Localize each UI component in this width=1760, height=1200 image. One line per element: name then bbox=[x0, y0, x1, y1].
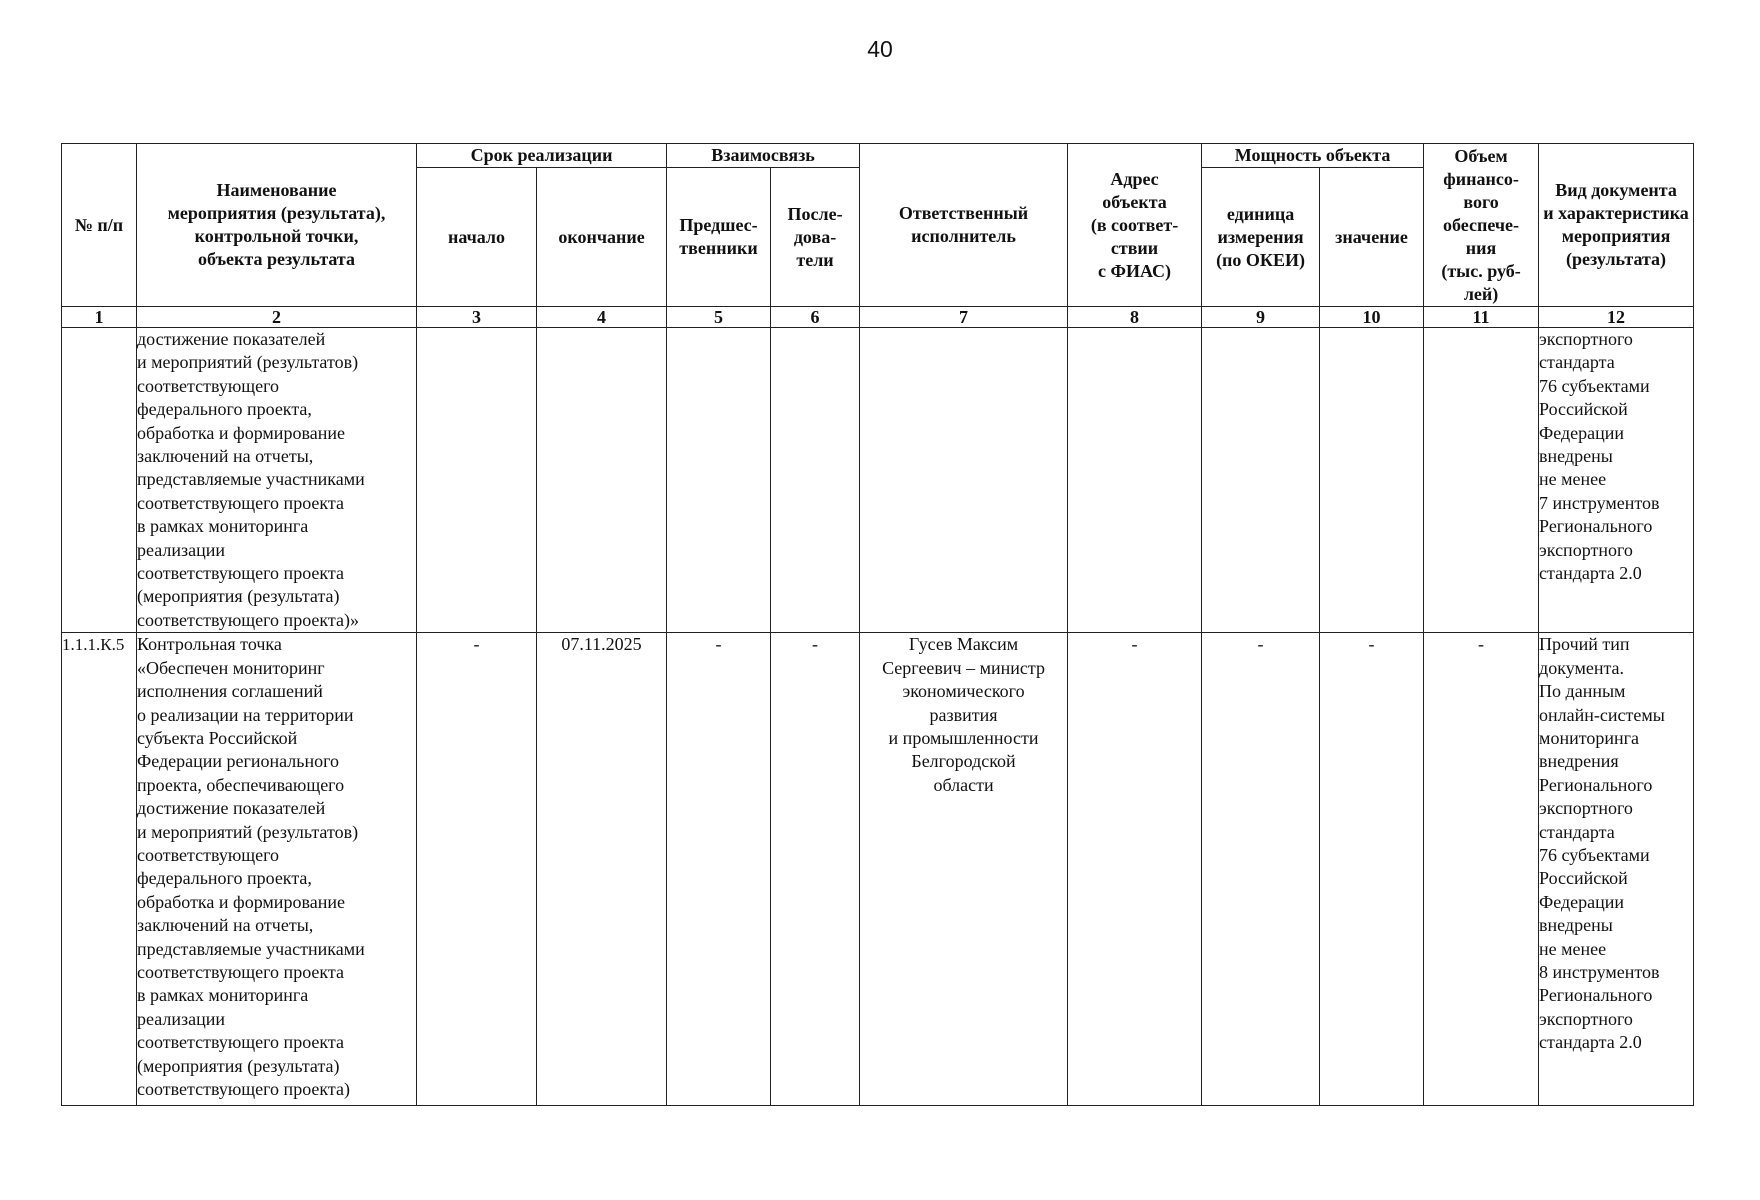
column-number: 4 bbox=[537, 307, 667, 328]
cell-finance bbox=[1424, 328, 1539, 633]
cell-unit bbox=[1202, 328, 1320, 633]
cell-name: достижение показателей и мероприятий (результатов) соответствующего федерального проекта, обработка и формирование заключений на отчеты, представляемые участниками соответствующего проекта в рамках мониторинга реализации соответствующего проекта (мероприятия (результата) соответствующего проекта)» bbox=[137, 328, 417, 633]
column-number: 10 bbox=[1320, 307, 1424, 328]
group-header-capacity: Мощность объекта bbox=[1202, 144, 1424, 168]
col-header-address: Адрес объекта (в соответ- ствии с ФИАС) bbox=[1068, 144, 1202, 307]
cell-successors: - bbox=[771, 633, 860, 1106]
cell-end bbox=[537, 328, 667, 633]
cell-num bbox=[62, 328, 137, 633]
cell-doc: Прочий тип документа. По данным онлайн-системы мониторинга внедрения Регионального экспортного стандарта 76 субъектами Российской Федерации внедрены не менее 8 инструментов Регионального экспортного стандарта 2.0 bbox=[1539, 633, 1694, 1106]
col-header-predecessors: Предшес- твенники bbox=[667, 168, 771, 307]
group-header-period: Срок реализации bbox=[417, 144, 667, 168]
column-number: 8 bbox=[1068, 307, 1202, 328]
col-header-successors: После- дова- тели bbox=[771, 168, 860, 307]
column-number: 6 bbox=[771, 307, 860, 328]
table-row bbox=[62, 633, 1694, 1106]
cell-start bbox=[417, 328, 537, 633]
column-number: 11 bbox=[1424, 307, 1539, 328]
cell-doc: экспортного стандарта 76 субъектами Российской Федерации внедрены не менее 7 инструментов Регионального экспортного стандарта 2.0 bbox=[1539, 328, 1694, 633]
cell-executor: Гусев Максим Сергеевич – министр экономического развития и промышленности Белгородской области bbox=[860, 633, 1068, 1106]
column-number-row bbox=[62, 307, 1694, 328]
header-row-groups bbox=[62, 144, 1694, 168]
column-number: 12 bbox=[1539, 307, 1694, 328]
cell-end: 07.11.2025 bbox=[537, 633, 667, 1106]
col-header-num: № п/п bbox=[62, 144, 137, 307]
col-header-value: значение bbox=[1320, 168, 1424, 307]
cell-successors bbox=[771, 328, 860, 633]
column-number: 5 bbox=[667, 307, 771, 328]
col-header-finance: Объем финансо- вого обеспече- ния (тыс. руб- лей) bbox=[1424, 144, 1539, 307]
column-number: 7 bbox=[860, 307, 1068, 328]
group-header-relation: Взаимосвязь bbox=[667, 144, 860, 168]
cell-finance: - bbox=[1424, 633, 1539, 1106]
column-number: 9 bbox=[1202, 307, 1320, 328]
cell-start: - bbox=[417, 633, 537, 1106]
col-header-end: окончание bbox=[537, 168, 667, 307]
table-row bbox=[62, 328, 1694, 633]
column-number: 1 bbox=[62, 307, 137, 328]
cell-predecessors bbox=[667, 328, 771, 633]
col-header-doc: Вид документа и характеристика мероприятия (результата) bbox=[1539, 144, 1694, 307]
col-header-unit: единица измерения (по ОКЕИ) bbox=[1202, 168, 1320, 307]
col-header-executor: Ответственный исполнитель bbox=[860, 144, 1068, 307]
cell-address: - bbox=[1068, 633, 1202, 1106]
plan-table bbox=[61, 143, 1694, 1106]
column-number: 2 bbox=[137, 307, 417, 328]
col-header-start: начало bbox=[417, 168, 537, 307]
cell-predecessors: - bbox=[667, 633, 771, 1106]
cell-address bbox=[1068, 328, 1202, 633]
cell-executor bbox=[860, 328, 1068, 633]
cell-num: 1.1.1.К.5 bbox=[62, 633, 137, 1106]
col-header-name: Наименование мероприятия (результата), контрольной точки, объекта результата bbox=[137, 144, 417, 307]
cell-value bbox=[1320, 328, 1424, 633]
cell-unit: - bbox=[1202, 633, 1320, 1106]
cell-name: Контрольная точка «Обеспечен мониторинг исполнения соглашений о реализации на территории субъекта Российской Федерации регионального проекта, обеспечивающего достижение показателей и мероприятий (результатов) соответствующего федерального проекта, обработка и формирование заключений на отчеты, представляемые участниками соответствующего проекта в рамках мониторинга реализации соответствующего проекта (мероприятия (результата) соответствующего проекта) bbox=[137, 633, 417, 1106]
column-number: 3 bbox=[417, 307, 537, 328]
cell-value: - bbox=[1320, 633, 1424, 1106]
page-number: 40 bbox=[867, 36, 893, 62]
